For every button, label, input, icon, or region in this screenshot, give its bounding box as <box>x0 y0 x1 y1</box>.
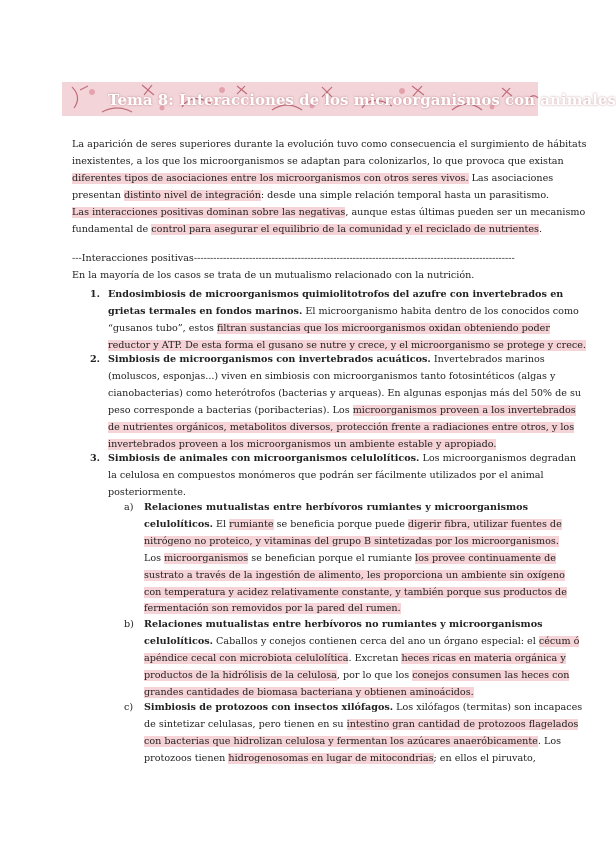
item-number: 3. <box>90 453 101 464</box>
text-line <box>144 601 528 618</box>
text-run: El microorganismo habita dentro de los conocidos como <box>302 305 579 317</box>
text-run: control para asegurar el equilibrio de la comunidad y el reciclado de nutrientes <box>151 223 539 235</box>
text-line <box>144 751 536 768</box>
text-run: se beneficia porque puede <box>273 518 408 530</box>
text-run: fermentación son removidos por la pared del rumen. <box>144 603 401 615</box>
text-line <box>108 468 544 485</box>
text-run: (moluscos, esponjas...) viven en simbiosis con microorganismos tanto fotosintéticos (algas y <box>108 370 556 382</box>
text-run: ; en ellos el piruvato, <box>433 752 536 764</box>
text-run: . Los <box>537 735 562 747</box>
text-run: Caballos y conejos contienen cerca del ano un órgano especial: el <box>212 635 539 647</box>
text-line <box>108 451 577 468</box>
text-run: Los <box>144 552 165 564</box>
text-run: “gusanos tubo”, estos <box>108 322 217 334</box>
text-run: , por lo que los <box>336 669 413 681</box>
text-run: Invertebrados marinos <box>430 354 545 365</box>
text-line <box>144 717 579 734</box>
text-run: sustrato a través de la ingestión de alimento, les proporciona un ambiente sin oxígeno <box>144 569 565 581</box>
text-run: diferentes tipos de asociaciones entre los microorganismos con otros seres vivos. <box>72 172 469 184</box>
text-line <box>108 352 545 369</box>
text-run: Las asociaciones <box>468 172 554 184</box>
subitem-letter: c) <box>124 702 134 713</box>
subitem-letter: b) <box>124 619 134 630</box>
text-line <box>144 517 562 534</box>
text-run: Relaciones mutualistas entre herbívoros no rumiantes y microorganismos <box>144 619 543 630</box>
intro-paragraph <box>72 137 587 238</box>
text-line <box>72 205 586 222</box>
text-line <box>144 534 559 551</box>
page-title: Tema 8: Interacciones de los microorganismos con animales <box>108 91 616 109</box>
text-run: El <box>212 518 230 530</box>
text-line <box>72 222 543 239</box>
text-run: productos de la hidrólisis de la celulosa <box>144 669 337 681</box>
text-line <box>144 651 566 668</box>
text-line <box>108 287 564 304</box>
text-run: Simbiosis de protozoos con insectos xilófagos. <box>144 702 394 713</box>
text-run: protozoos tienen <box>144 752 229 764</box>
text-run: hidrogenosomas en lugar de mitocondrias <box>228 752 434 764</box>
text-run: filtran sustancias que los microorganismos oxidan obteniendo poder <box>216 322 550 334</box>
text-line <box>144 585 567 602</box>
text-line <box>144 700 583 717</box>
text-run: intestino gran cantidad de protozoos flagelados <box>346 718 579 730</box>
text-run: Los microorganismos degradan <box>419 453 577 464</box>
sub-list-item <box>124 617 580 702</box>
text-run: La aparición de seres superiores durante la evolución tuvo como consecuencia el surgimiento de hábitats <box>72 139 587 150</box>
text-line <box>144 568 565 585</box>
text-run: Relaciones mutualistas entre herbívoros rumiantes y microorganismos <box>144 502 528 513</box>
text-run: , aunque estas últimas pueden ser un mecanismo <box>345 206 586 218</box>
text-run: grietas termales en fondos marinos. <box>108 305 303 317</box>
text-line <box>144 668 570 685</box>
text-run: Las interacciones positivas dominan sobre las negativas <box>72 206 346 218</box>
subitem-letter: a) <box>124 502 134 513</box>
text-run: celulolíticos. <box>144 518 213 530</box>
text-run: . Excretan <box>348 652 402 664</box>
text-run: Simbiosis de microorganismos con invertebrados acuáticos. <box>108 354 431 365</box>
text-run: los provee continuamente de <box>415 552 556 564</box>
text-line <box>72 137 587 154</box>
text-run: . <box>538 223 543 235</box>
text-run: de nutrientes orgánicos, metabolitos diversos, protección frente a radiaciones entre otros, y los <box>108 421 575 433</box>
text-run: con bacterias que hidrolizan celulosa y fermentan los azúcares anaeróbicamente <box>144 735 538 747</box>
text-run: fundamental de <box>72 223 152 235</box>
text-run: digerir fibra, utilizar fuentes de <box>407 518 562 530</box>
text-run: inexistentes, a los que los microorganismos se adaptan para colonizarlos, lo que provoca que existan <box>72 155 564 167</box>
text-run: conejos consumen las heces con <box>412 669 570 681</box>
text-line <box>144 685 528 702</box>
text-line <box>72 171 554 188</box>
text-line <box>72 188 550 205</box>
list-item <box>90 352 582 453</box>
text-line <box>108 386 582 403</box>
text-run: microorganismos <box>164 552 249 564</box>
text-line <box>144 500 528 517</box>
text-line <box>144 617 543 634</box>
text-run: cécum ó <box>538 635 580 647</box>
text-run: Simbiosis de animales con microorganismos celulolíticos. <box>108 453 420 464</box>
sub-list-item <box>124 500 567 618</box>
text-run: distinto nivel de integración <box>124 189 261 201</box>
item-number: 2. <box>90 354 101 365</box>
text-line <box>144 634 580 651</box>
title-banner <box>62 82 616 116</box>
text-run: Endosimbiosis de microorganismos quimiolitotrofos del azufre con invertebrados en <box>108 289 564 300</box>
text-run: nitrógeno no proteico, y vitaminas del grupo B sintetizadas por los microorganismos. <box>144 535 559 547</box>
text-run: : desde una simple relación temporal hasta un parasitismo. <box>260 189 550 201</box>
text-line <box>108 321 550 338</box>
text-run: se benefician porque el rumiante <box>248 552 416 564</box>
text-run: grandes cantidades de biomasa bacteriana y obtienen aminoácidos. <box>144 686 474 698</box>
text-line <box>144 734 562 751</box>
item-number: 1. <box>90 289 101 300</box>
text-run: presentan <box>72 189 124 201</box>
text-run: peso corresponde a bacterias (poribacterias). Los <box>108 404 353 416</box>
list-item <box>90 451 577 502</box>
text-run: posteriormente. <box>108 486 186 498</box>
text-line <box>108 369 556 386</box>
text-run: heces ricas en materia orgánica y <box>401 652 566 664</box>
text-line <box>108 403 576 420</box>
text-run: Los xilófagos (termitas) son incapaces <box>393 702 583 713</box>
text-line <box>144 551 556 568</box>
text-run: apéndice cecal con microbiota celulolítica <box>144 652 349 664</box>
text-line <box>108 420 575 437</box>
section-intro: En la mayoría de los casos se trata de un mutualismo relacionado con la nutrición. <box>72 270 475 281</box>
text-run: de sintetizar celulasas, pero tienen en su <box>144 718 347 730</box>
text-run: rumiante <box>229 518 274 530</box>
list-item <box>90 287 586 355</box>
section-separator: ---Interacciones positivas--------------------------------------------------------------------------------------------------- <box>72 253 515 264</box>
text-line <box>108 304 579 321</box>
text-run: la celulosa en compuestos monómeros que podrán ser fácilmente utilizados por el animal <box>108 469 544 481</box>
text-run: con temperatura y acidez relativamente constante, y también porque sus productos de <box>144 586 567 598</box>
text-run: reductor y ATP. De esta forma el gusano se nutre y crece, y el microorganismo se protege y crece. <box>108 339 586 351</box>
text-line <box>72 154 564 171</box>
sub-list-item <box>124 700 583 768</box>
text-run: cianobacterias) como heterótrofos (bacterias y arqueas). En algunas esponjas más del 50% de su <box>108 387 582 399</box>
text-run: invertebrados proveen a los microorganismos un ambiente estable y apropiado. <box>108 438 497 450</box>
text-run: microorganismos proveen a los invertebrados <box>352 404 576 416</box>
text-run: celulolíticos. <box>144 635 213 647</box>
